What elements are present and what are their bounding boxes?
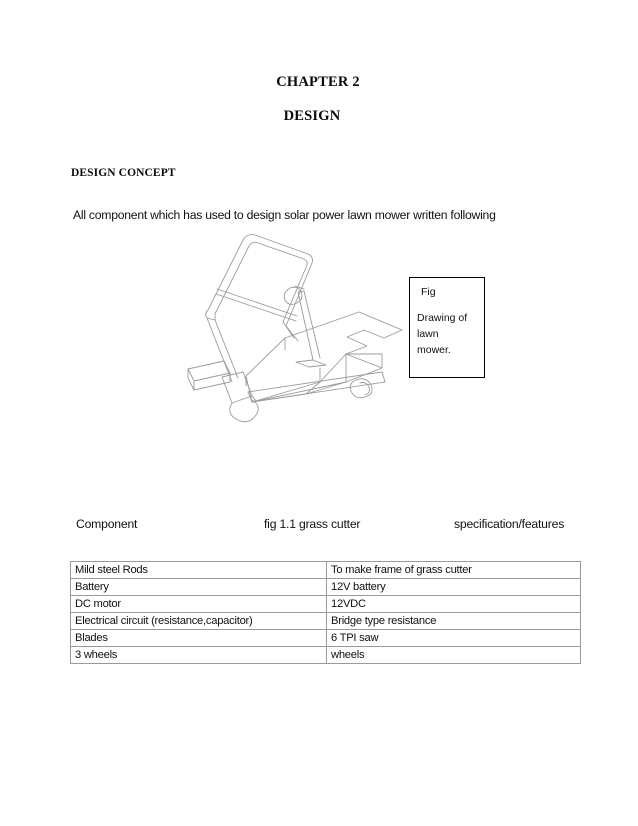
design-title-text: DESIGN (283, 108, 341, 124)
table-cell-specification: 6 TPI saw (327, 630, 581, 647)
table-cell-specification: To make frame of grass cutter (327, 562, 581, 579)
table-row (71, 647, 581, 664)
table-cell-component: Battery (71, 579, 327, 596)
caption-line-1: Drawing of (417, 312, 468, 324)
table-cell-specification: wheels (327, 647, 581, 664)
table-cell-component: 3 wheels (71, 647, 327, 664)
intro-paragraph: All component which has used to design solar power lawn mower written following (73, 208, 496, 222)
lawn-mower-drawing (186, 226, 416, 426)
table-row (71, 596, 581, 613)
table-row (71, 562, 581, 579)
label-figure-caption: fig 1.1 grass cutter (264, 517, 361, 531)
table-row (71, 613, 581, 630)
section-heading-design-concept: DESIGN CONCEPT (71, 167, 176, 179)
label-component: Component (76, 517, 138, 531)
figure-caption-box (409, 277, 485, 378)
table-row (71, 579, 581, 596)
figure-caption-description (417, 310, 481, 358)
table-cell-component: DC motor (71, 596, 327, 613)
table-cell-specification: 12V battery (327, 579, 581, 596)
table-cell-component: Electrical circuit (resistance,capacitor) (71, 613, 327, 630)
table-cell-component: Mild steel Rods (71, 562, 327, 579)
table-cell-component: Blades (71, 630, 327, 647)
specification-table (70, 561, 581, 664)
table-cell-specification: Bridge type resistance (327, 613, 581, 630)
label-specification: specification/features (454, 517, 565, 531)
table-row (71, 630, 581, 647)
chapter-title (0, 74, 638, 91)
table-cell-specification: 12VDC (327, 596, 581, 613)
chapter-title-text: CHAPTER 2 (276, 74, 360, 90)
figure-caption-label: Fig (421, 286, 436, 298)
design-title (0, 108, 638, 125)
caption-line-3: mower. (417, 344, 451, 356)
caption-line-2: lawn (417, 328, 439, 340)
specification-table-body (71, 562, 581, 664)
